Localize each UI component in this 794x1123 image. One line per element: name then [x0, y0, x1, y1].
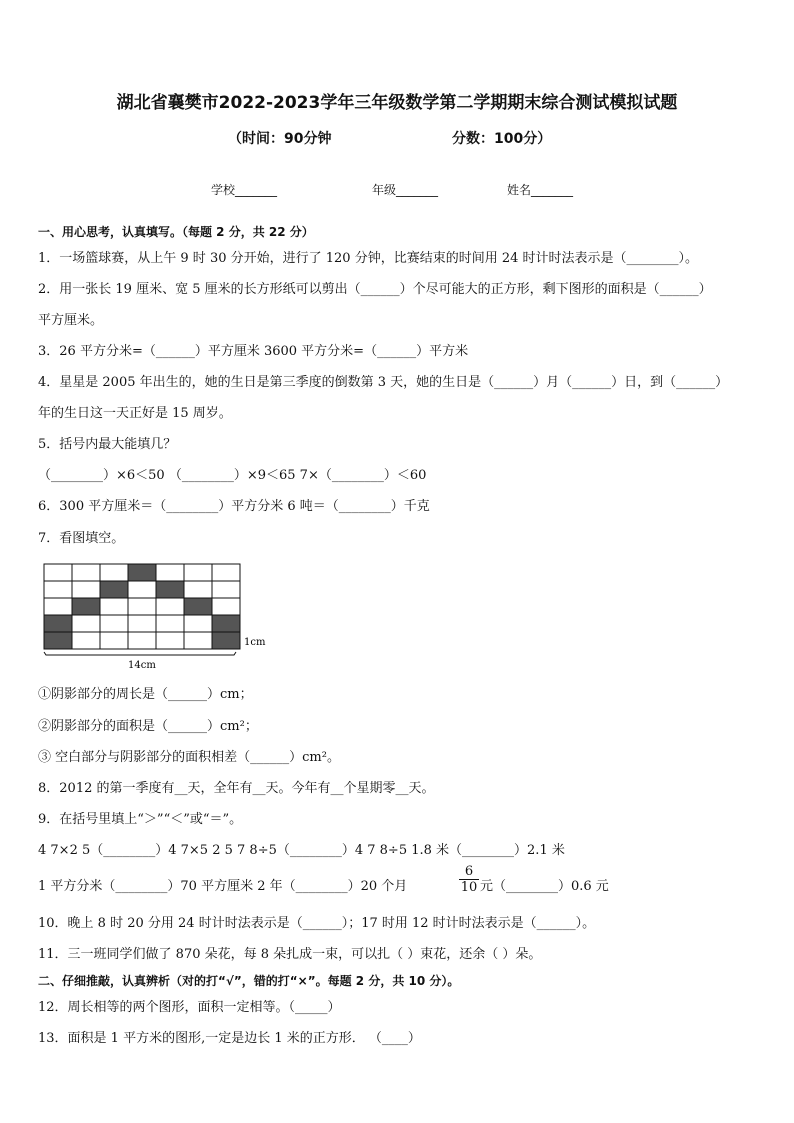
- question-5: 5．括号内最大能填几？: [38, 437, 177, 452]
- grid-cell: [44, 598, 72, 615]
- grid-figure: [40, 560, 270, 672]
- grid-cell: [72, 632, 100, 649]
- question-7-a: ①阴影部分的周长是（______）cm；: [38, 687, 253, 702]
- fraction-denominator: 10: [460, 880, 478, 895]
- name-field: 姓名_______: [507, 183, 574, 197]
- grid-cell: [128, 598, 156, 615]
- grid-cell: [100, 632, 128, 649]
- question-4-line2: 年的生日这一天正好是 15 周岁。: [38, 406, 232, 421]
- grid-cell-shaded: [128, 564, 156, 581]
- grid-cell: [184, 632, 212, 649]
- grid-cell: [184, 564, 212, 581]
- fraction: [459, 864, 479, 895]
- question-2-line2: 平方厘米。: [38, 313, 104, 328]
- grid-cell: [100, 615, 128, 632]
- question-12: 12．周长相等的两个图形，面积一定相等。（_____）: [38, 1000, 341, 1015]
- grid-cell-shaded: [72, 598, 100, 615]
- grid-cell: [44, 581, 72, 598]
- question-6: 6．300 平方厘米＝（________）平方分米 6 吨＝（________）千克: [38, 499, 430, 514]
- figure-side-label: 1cm: [244, 637, 266, 648]
- grid-cell: [100, 564, 128, 581]
- question-13: 13．面积是 1 平方米的图形,一定是边长 1 米的正方形． （____）: [38, 1031, 421, 1046]
- question-7: 7．看图填空。: [38, 531, 125, 546]
- grid-cell: [156, 615, 184, 632]
- question-8: 8．2012 的第一季度有__天，全年有__天。今年有__个星期零__天。: [38, 781, 435, 796]
- grid-cell-shaded: [44, 632, 72, 649]
- exam-time: （时间：90分钟: [228, 131, 332, 147]
- grid-cell: [212, 581, 240, 598]
- grid-cell: [184, 581, 212, 598]
- page-title: 湖北省襄樊市2022-2023学年三年级数学第二学期期末综合测试模拟试题: [116, 93, 678, 113]
- question-9-row2a: 1 平方分米（________）70 平方厘米 2 年（________）20 个月: [38, 879, 408, 894]
- grid-cell: [184, 615, 212, 632]
- grid-cell: [156, 632, 184, 649]
- grid-cell: [212, 598, 240, 615]
- grid-cell: [100, 598, 128, 615]
- grid-cell-shaded: [44, 615, 72, 632]
- exam-score: 分数：100分）: [452, 131, 552, 147]
- grid-cell: [72, 564, 100, 581]
- grid-cell-shaded: [100, 581, 128, 598]
- grid-cell: [72, 615, 100, 632]
- question-4-line1: 4．星星是 2005 年出生的，她的生日是第三季度的倒数第 3 天，她的生日是（______）月（______）日，到（______）: [38, 375, 729, 390]
- question-9: 9．在括号里填上“＞”“＜”或“＝”。: [38, 812, 243, 827]
- grid-cell-shaded: [212, 632, 240, 649]
- question-11: 11．三一班同学们做了 870 朵花，每 8 朵扎成一束，可以扎（ ）束花，还余（ ）朵。: [38, 947, 542, 962]
- section2-heading: 二、仔细推敲，认真辨析（对的打“√”，错的打“×”。每题 2 分，共 10 分）。: [38, 974, 460, 988]
- grade-field: 年级_______: [372, 183, 439, 197]
- figure-bottom-label: 14cm: [128, 660, 156, 671]
- grid-cell-shaded: [184, 598, 212, 615]
- grid-cell: [128, 632, 156, 649]
- question-7-c: ③ 空白部分与阴影部分的面积相差（______）cm²。: [38, 750, 340, 765]
- grid-cell: [44, 564, 72, 581]
- grid-cell: [156, 564, 184, 581]
- question-10: 10．晚上 8 时 20 分用 24 时计时法表示是（______）；17 时用 12 时计时法表示是（______）。: [38, 916, 596, 931]
- question-1: 1．一场篮球赛，从上午 9 时 30 分开始，进行了 120 分钟，比赛结束的时间用 24 时计时法表示是（________）。: [38, 251, 698, 266]
- question-9-row1: 4 7×2 5（________）4 7×5 2 5 7 8÷5（________）4 7 8÷5 1.8 米（________）2.1 米: [38, 843, 565, 858]
- section1-heading: 一、用心思考，认真填写。（每题 2 分，共 22 分）: [38, 225, 314, 239]
- question-5-items: （________）×6＜50 （________）×9＜65 7×（________）＜60: [38, 468, 427, 483]
- grid-cell-shaded: [156, 581, 184, 598]
- grid-cell-shaded: [212, 615, 240, 632]
- question-3: 3．26 平方分米=（______）平方厘米 3600 平方分米=（______）平方米: [38, 344, 469, 359]
- grid-cell: [156, 598, 184, 615]
- figure-brace: [44, 652, 236, 655]
- grid-cell: [128, 581, 156, 598]
- school-field: 学校_______: [211, 183, 278, 197]
- question-7-b: ②阴影部分的面积是（______）cm²；: [38, 719, 258, 734]
- grid-cell: [212, 564, 240, 581]
- grid-cell: [72, 581, 100, 598]
- question-2-line1: 2．用一张长 19 厘米、宽 5 厘米的长方形纸可以剪出（______）个尽可能大的正方形，剩下图形的面积是（______）: [38, 282, 712, 297]
- grid-cell: [128, 615, 156, 632]
- fraction-numerator: 6: [464, 864, 474, 879]
- question-9-row2b: 元（________）0.6 元: [480, 879, 609, 894]
